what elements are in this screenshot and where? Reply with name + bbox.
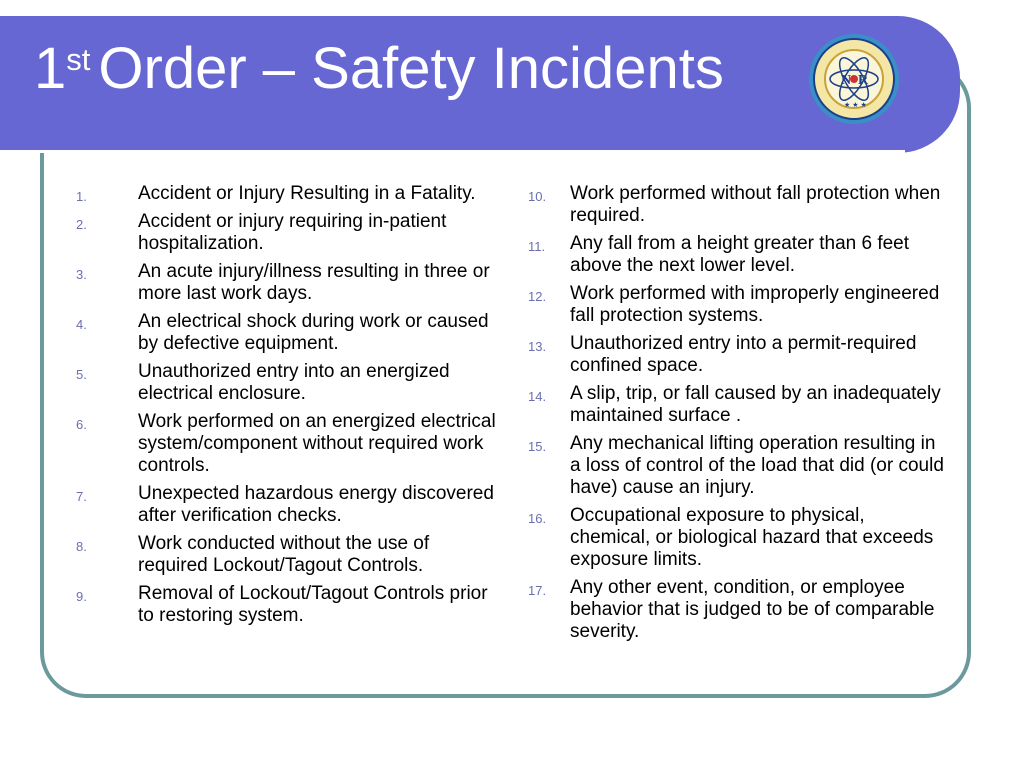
list-item	[76, 261, 496, 305]
svg-text:N: N	[841, 73, 852, 88]
list-item-number: 3.	[76, 267, 87, 282]
list-item-text: Occupational exposure to physical, chemical, or biological hazard that exceeds exposure limits.	[570, 505, 934, 570]
list-item	[528, 233, 948, 277]
incident-list-right	[528, 183, 948, 649]
list-item-number: 13.	[528, 339, 547, 354]
list-item	[528, 433, 948, 499]
list-item-text: Work conducted without the use of required Lockout/Tagout Controls.	[138, 533, 430, 576]
svg-text:★ ★ ★: ★ ★ ★	[844, 102, 867, 109]
list-item	[76, 311, 496, 355]
list-item-number: 2.	[76, 217, 87, 232]
list-item-text: An acute injury/illness resulting in three or more last work days.	[138, 261, 490, 304]
svg-text:R: R	[858, 73, 869, 88]
list-item-number: 1.	[76, 189, 87, 204]
list-item-number: 8.	[76, 539, 87, 554]
list-item-number: 10.	[528, 189, 547, 204]
list-item-text: Any mechanical lifting operation resulting in a loss of control of the load that did (or could have) cause an injury.	[570, 433, 944, 498]
list-item	[528, 577, 948, 643]
list-item-number: 16.	[528, 511, 547, 526]
list-item-text: Unauthorized entry into a permit-required confined space.	[570, 333, 917, 376]
title-text: Order – Safety Incidents	[98, 36, 724, 101]
list-item-text: Work performed on an energized electrical system/component without required work controls.	[138, 411, 496, 476]
list-item	[528, 283, 948, 327]
title-number: 1	[34, 36, 67, 101]
list-item	[528, 505, 948, 571]
list-item-number: 12.	[528, 289, 547, 304]
list-item-number: 6.	[76, 417, 87, 432]
title-superscript: st	[66, 42, 91, 77]
list-item-text: Any fall from a height greater than 6 feet above the next lower level.	[570, 233, 910, 276]
list-item	[76, 361, 496, 405]
slide-title	[34, 36, 724, 101]
list-item-number: 5.	[76, 367, 87, 382]
list-item	[76, 533, 496, 577]
list-item	[528, 333, 948, 377]
list-item-number: 4.	[76, 317, 87, 332]
list-item-text: Unauthorized entry into an energized electrical enclosure.	[138, 361, 450, 404]
list-item-number: 7.	[76, 489, 87, 504]
list-item-text: Accident or injury requiring in-patient hospitalization.	[138, 211, 447, 254]
list-item-text: Any other event, condition, or employee behavior that is judged to be of comparable severity.	[570, 577, 935, 642]
list-item-text: An electrical shock during work or caused by defective equipment.	[138, 311, 489, 354]
list-item-text: A slip, trip, or fall caused by an inadequately maintained surface .	[570, 383, 941, 426]
list-item-text: Work performed without fall protection when required.	[570, 183, 941, 226]
list-item	[76, 411, 496, 477]
list-item-text: Removal of Lockout/Tagout Controls prior to restoring system.	[138, 583, 488, 626]
list-item-number: 17.	[528, 583, 547, 598]
list-item-number: 9.	[76, 589, 87, 604]
list-item-number: 11.	[528, 239, 546, 254]
list-item-text: Work performed with improperly engineered fall protection systems.	[570, 283, 940, 326]
list-item-text: Accident or Injury Resulting in a Fatality.	[138, 183, 476, 204]
list-item-text: Unexpected hazardous energy discovered after verification checks.	[138, 483, 494, 526]
list-item	[76, 183, 496, 205]
list-item-number: 15.	[528, 439, 547, 454]
incident-list-left	[76, 183, 496, 633]
title-underline	[0, 150, 905, 153]
list-item-number: 14.	[528, 389, 547, 404]
list-item	[76, 211, 496, 255]
list-item	[76, 583, 496, 627]
list-item	[528, 383, 948, 427]
list-item	[76, 483, 496, 527]
organization-seal-logo	[806, 31, 902, 127]
list-item	[528, 183, 948, 227]
